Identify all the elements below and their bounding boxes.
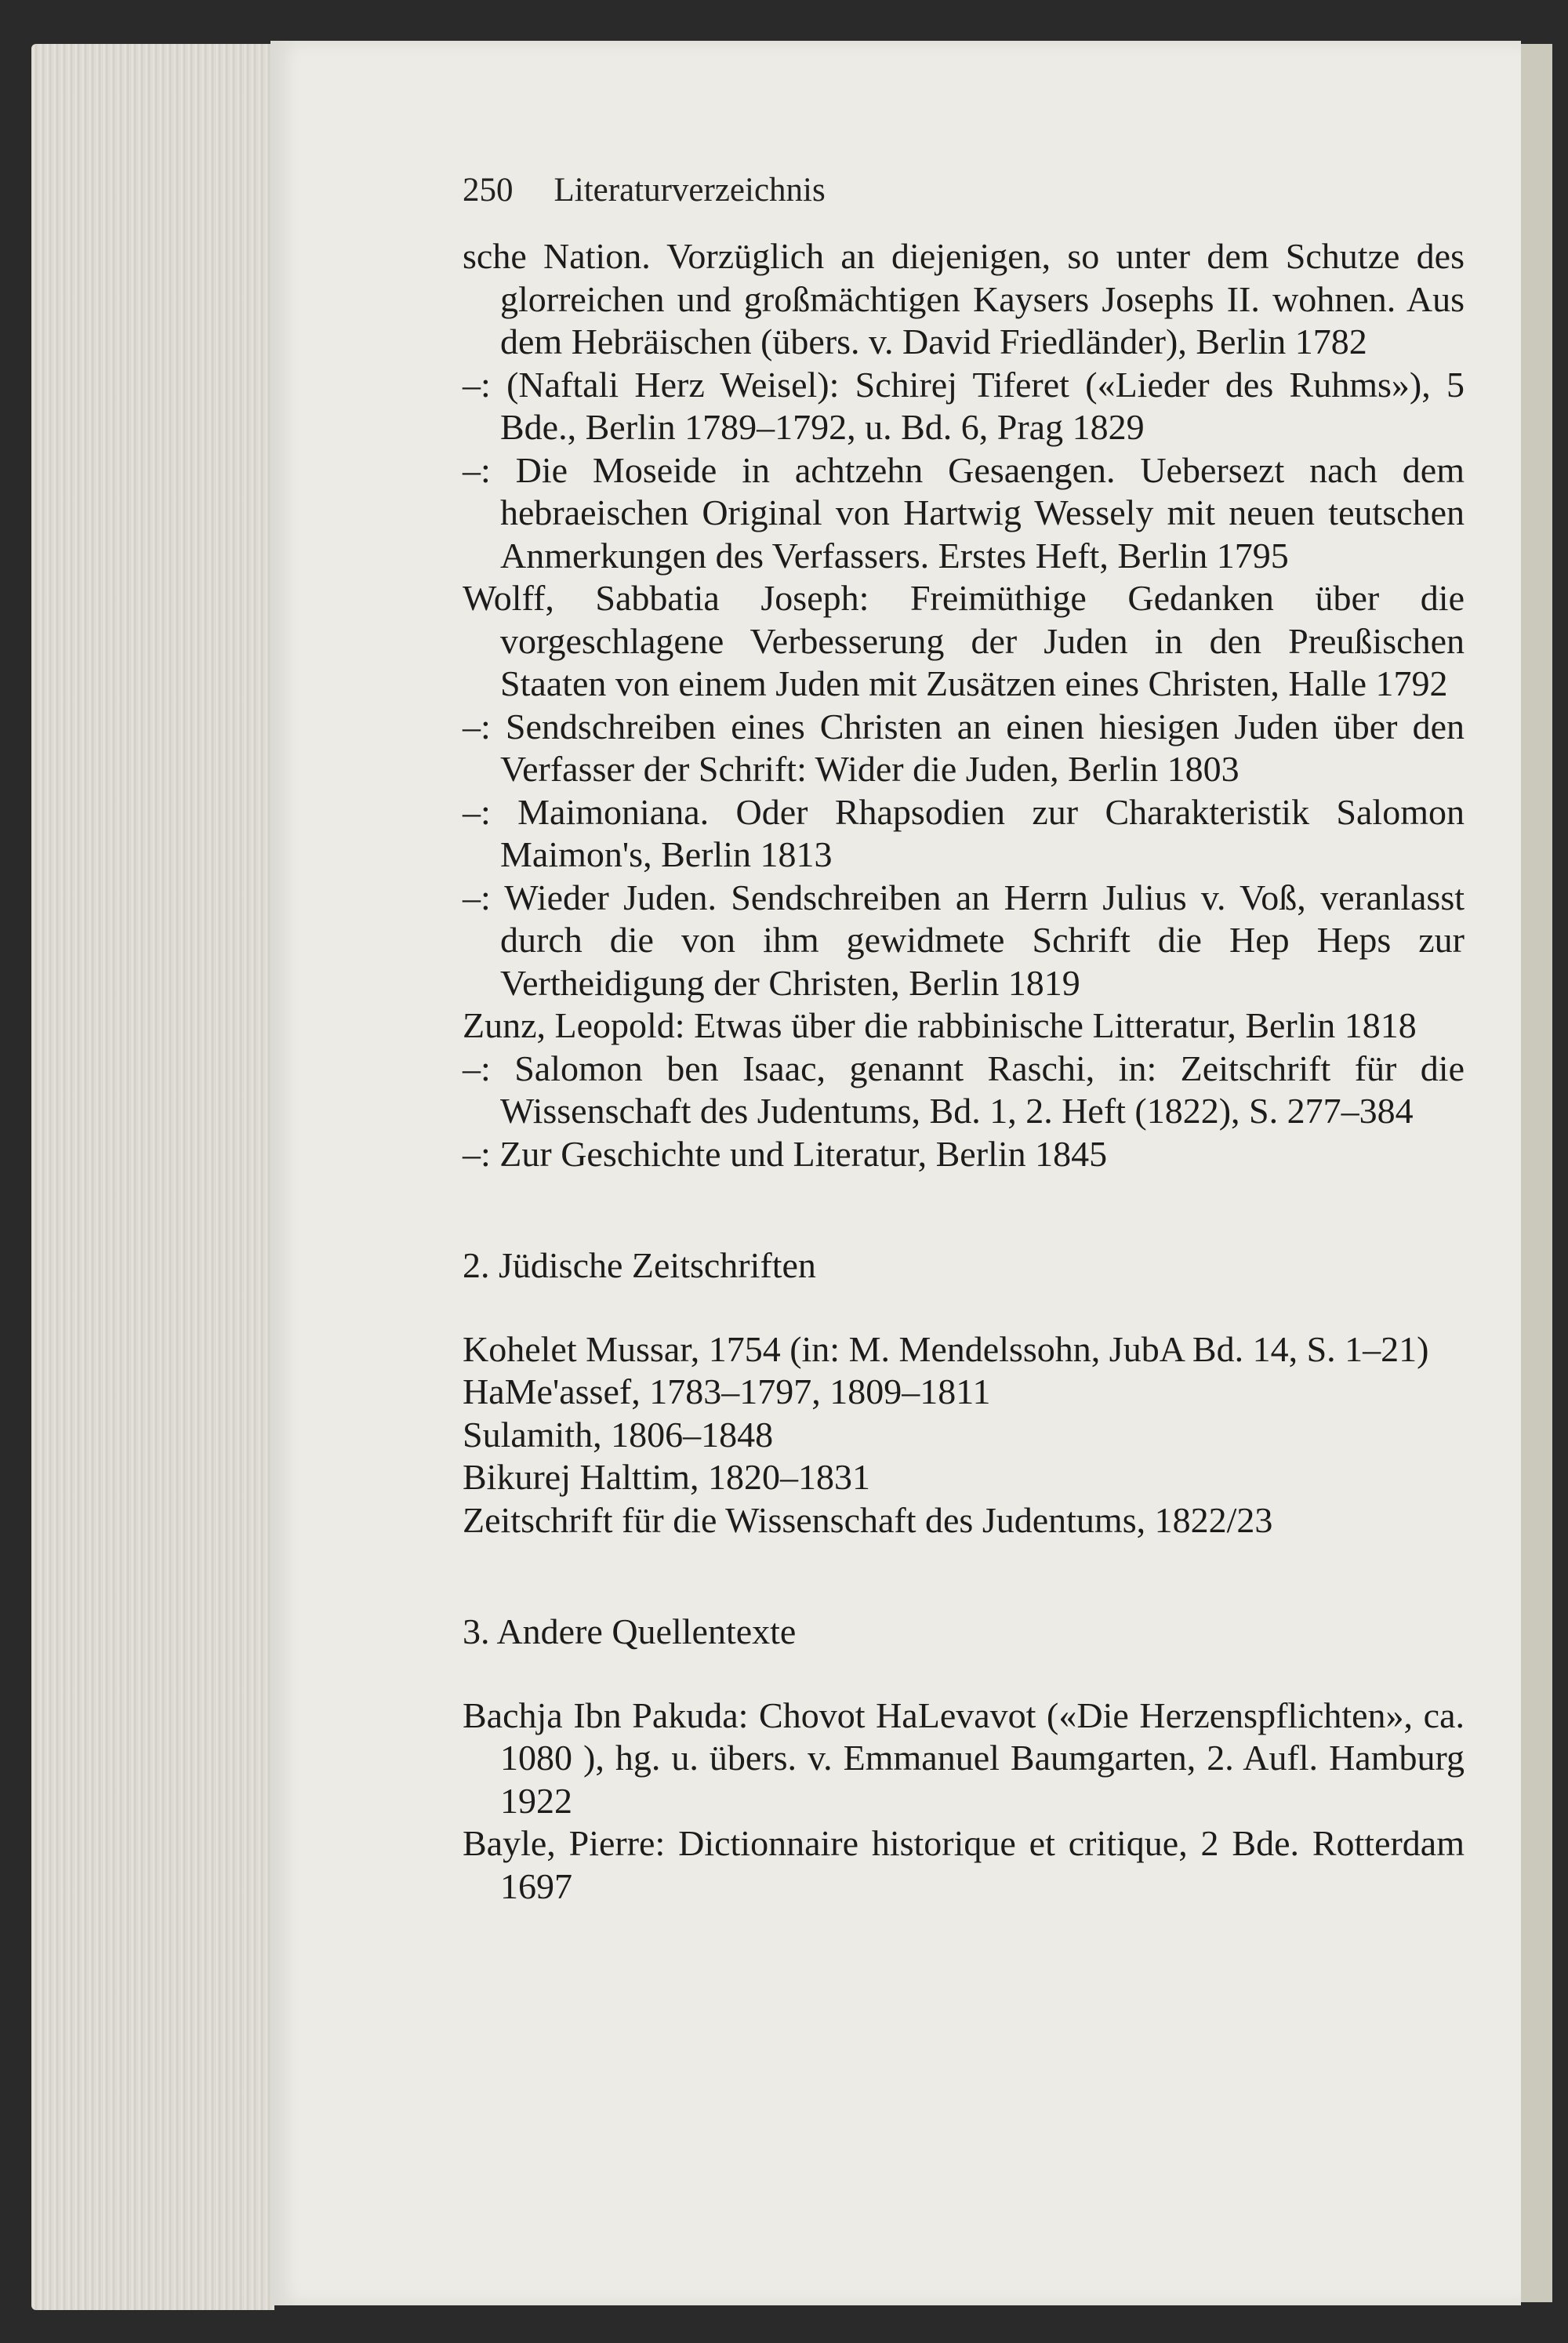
page-number: 250: [463, 172, 514, 209]
bib-entry: Zunz, Leopold: Etwas über die rabbinische Litteratur, Berlin 1818: [463, 1005, 1417, 1045]
journal-item: Sulamith, 1806–1848: [463, 1414, 774, 1455]
bib-entry: Wolff, Sabbatia Joseph: Freimüthige Gedanken über die vorgeschlagene Verbesserung der Juden in den Preußischen Staaten von einem Juden mit Zusätzen eines Christen, Halle 1792: [463, 578, 1465, 703]
binding-strip: [1521, 44, 1552, 2302]
book-page-edges: [31, 44, 274, 2310]
bib-entry: –: (Naftali Herz Weisel): Schirej Tiferet («Lieder des Ruhms»), 5 Bde., Berlin 1789–1792, u. Bd. 6, Prag 1829: [463, 364, 1465, 447]
journal-item: Kohelet Mussar, 1754 (in: M. Mendelssohn, JubA Bd. 14, S. 1–21): [463, 1328, 1429, 1369]
bib-entry: Bachja Ibn Pakuda: Chovot HaLevavot («Die Herzenspflichten», ca. 1080 ), hg. u. übers. v. Emmanuel Baumgarten, 2. Aufl. Hamburg 1922: [463, 1695, 1465, 1821]
section-heading-other-sources: 3. Andere Quellentexte: [463, 1611, 797, 1651]
journal-item: Bikurej Halttim, 1820–1831: [463, 1457, 871, 1497]
running-header: [463, 171, 826, 209]
section-heading-journals: 2. Jüdische Zeitschriften: [463, 1245, 816, 1285]
bib-entry: –: Salomon ben Isaac, genannt Raschi, in: Zeitschrift für die Wissenschaft des Judentums, Bd. 1, 2. Heft (1822), S. 277–384: [463, 1048, 1465, 1131]
bib-entry: –: Maimoniana. Oder Rhapsodien zur Charakteristik Salomon Maimon's, Berlin 1813: [463, 791, 1465, 874]
journal-item: HaMe'assef, 1783–1797, 1809–1811: [463, 1371, 991, 1411]
bib-entry: –: Zur Geschichte und Literatur, Berlin 1845: [463, 1133, 1108, 1174]
bib-entry: –: Wieder Juden. Sendschreiben an Herrn Julius v. Voß, veranlasst durch die von ihm gewidmete Schrift die Hep Heps zur Vertheidigung der Christen, Berlin 1819: [463, 877, 1465, 1003]
header-title: Literaturverzeichnis: [554, 172, 826, 209]
bib-entry: sche Nation. Vorzüglich an diejenigen, so unter dem Schutze des glorreichen und großmächtigen Kaysers Josephs II. wohnen. Aus dem Hebräischen (übers. v. David Friedländer), Berlin 1782: [463, 236, 1465, 361]
bib-entry: –: Sendschreiben eines Christen an einen hiesigen Juden über den Verfasser der Schrift: Wider die Juden, Berlin 1803: [463, 706, 1465, 789]
bibliography-content: [463, 235, 1465, 1908]
bib-entry: Bayle, Pierre: Dictionnaire historique et critique, 2 Bde. Rotterdam 1697: [463, 1823, 1465, 1906]
bib-entry: –: Die Moseide in achtzehn Gesaengen. Uebersezt nach dem hebraeischen Original von Hartwig Wessely mit neuen teutschen Anmerkungen des Verfassers. Erstes Heft, Berlin 1795: [463, 449, 1465, 576]
journal-item: Zeitschrift für die Wissenschaft des Judentums, 1822/23: [463, 1499, 1273, 1540]
